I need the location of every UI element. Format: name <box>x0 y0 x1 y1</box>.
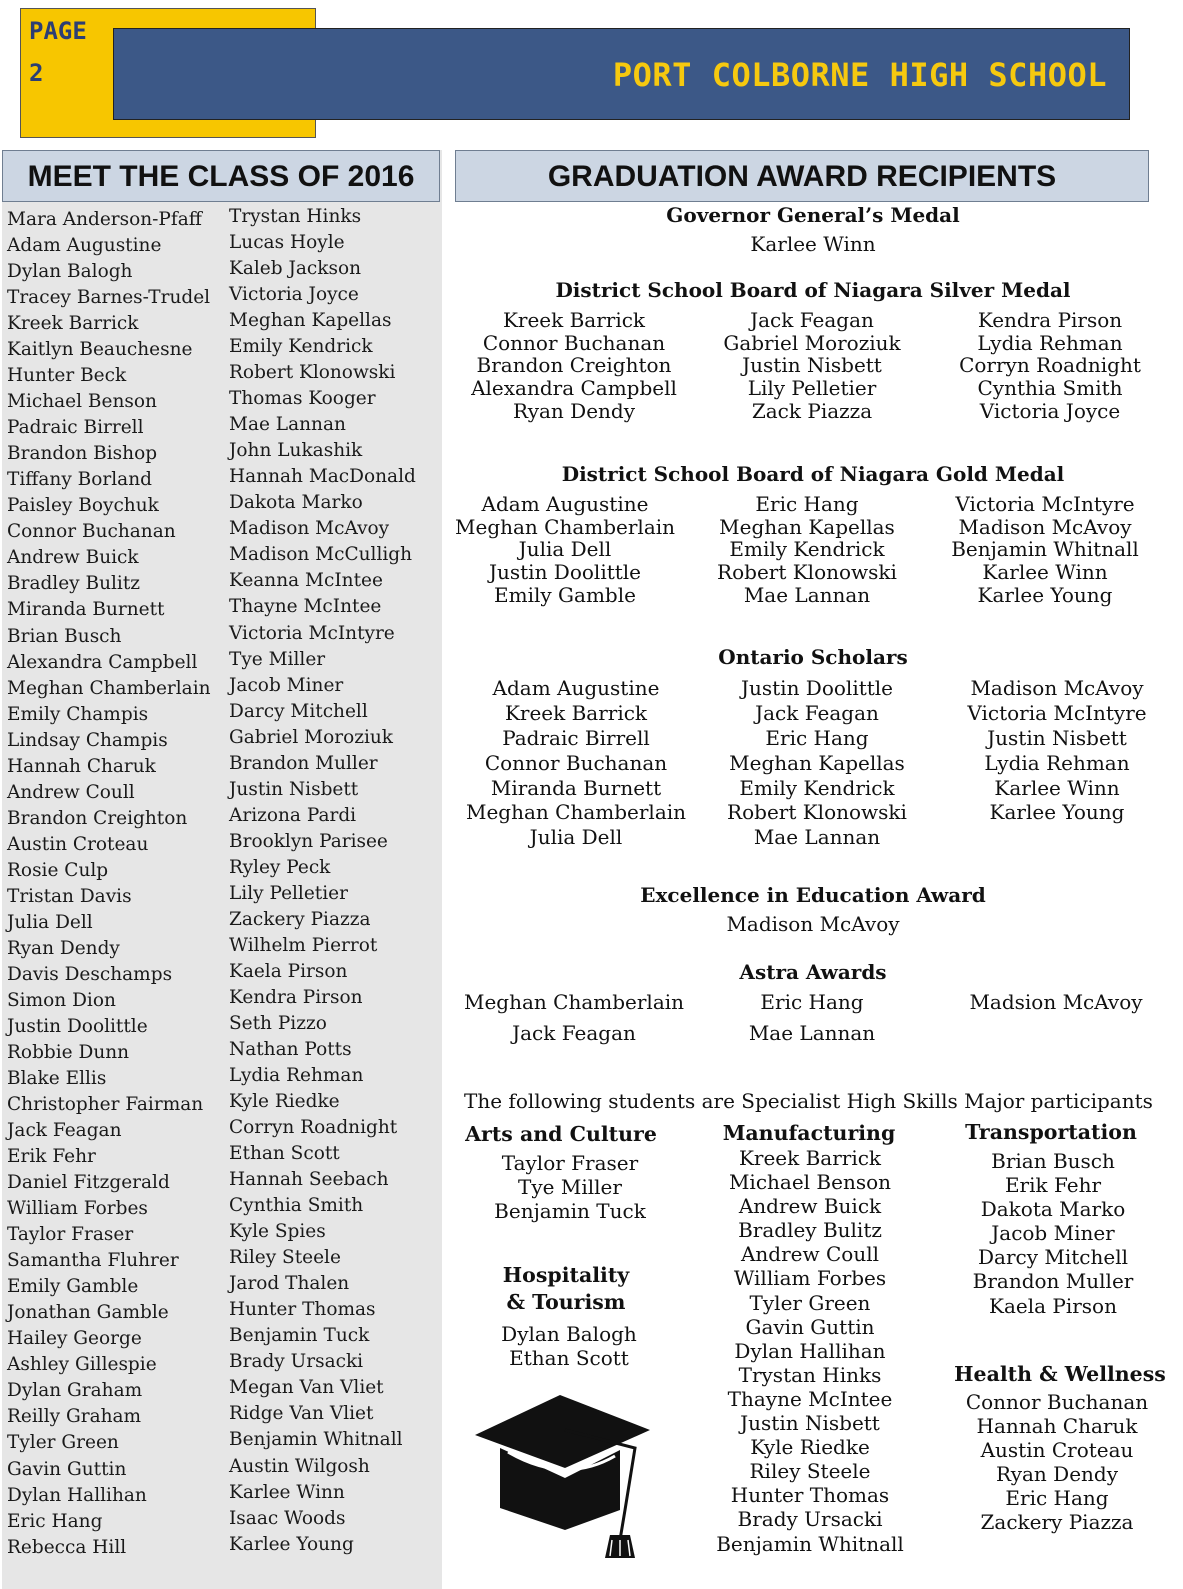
student-name: Isaac Woods <box>229 1507 346 1529</box>
student-name: Ridge Van Vliet <box>229 1403 374 1425</box>
shsm-participant: Ethan Scott <box>509 1346 629 1371</box>
page-label: PAGE <box>29 17 87 45</box>
shsm-participant: Kreek Barrick <box>738 1146 882 1170</box>
student-name: Dylan Balogh <box>7 261 133 283</box>
student-name: Blake Ellis <box>7 1068 107 1090</box>
ontario-scholar: Mae Lannan <box>753 825 881 850</box>
shsm-participant: Austin Croteau <box>980 1438 1134 1463</box>
arts-culture-list <box>455 1151 685 1223</box>
gold-medal-recipient: Justin Doolittle <box>488 560 642 585</box>
student-name: Karlee Young <box>229 1533 354 1555</box>
student-name: Brooklyn Parisee <box>229 830 388 852</box>
manufacturing-list <box>701 1146 919 1556</box>
ontario-scholar: Meghan Chamberlain <box>465 800 687 825</box>
silver-medal-column-1 <box>455 309 693 422</box>
student-name: Tye Miller <box>229 648 326 670</box>
student-name: Brandon Bishop <box>7 443 158 465</box>
student-name: Erik Fehr <box>7 1146 96 1168</box>
shsm-participant: Riley Steele <box>749 1459 871 1484</box>
student-name: Emily Champis <box>7 703 149 725</box>
ontario-scholars-column-2 <box>697 676 937 850</box>
student-name: Connor Buchanan <box>7 521 176 543</box>
ontario-scholar: Victoria McIntyre <box>967 700 1147 725</box>
excellence-recipient: Madison McAvoy <box>726 912 900 936</box>
gold-medal-recipient: Emily Gamble <box>494 582 636 607</box>
ontario-scholars-title: Ontario Scholars <box>718 645 908 669</box>
student-name: Tracey Barnes-Trudel <box>7 287 211 309</box>
gold-medal-recipient: Mae Lannan <box>743 582 871 607</box>
shsm-participant: Bradley Bulitz <box>738 1218 882 1243</box>
gold-medal-recipient: Adam Augustine <box>481 492 649 516</box>
health-wellness-title: Health & Wellness <box>954 1362 1166 1386</box>
health-wellness-list <box>945 1390 1169 1535</box>
silver-medal-recipient: Lydia Rehman <box>977 330 1123 355</box>
student-name: Andrew Coull <box>7 781 135 803</box>
student-name: Kyle Spies <box>229 1221 326 1243</box>
student-name: Tiffany Borland <box>7 469 152 491</box>
gold-medal-recipient: Karlee Winn <box>982 560 1108 585</box>
ontario-scholar: Miranda Burnett <box>490 775 662 800</box>
silver-medal-recipient: Ryan Dendy <box>512 398 636 423</box>
student-name: Bradley Bulitz <box>7 573 141 595</box>
ontario-scholar: Robert Klonowski <box>727 800 907 825</box>
shsm-participant: Hannah Charuk <box>976 1414 1138 1439</box>
astra-recipient: Jack Feagan <box>512 1021 636 1045</box>
shsm-participant: Tyler Green <box>749 1290 871 1315</box>
astra-recipient: Eric Hang <box>760 990 864 1014</box>
student-name: Austin Croteau <box>7 833 149 855</box>
ontario-scholar: Lydia Rehman <box>984 750 1130 775</box>
student-name: Corryn Roadnight <box>229 1117 398 1139</box>
governor-general-title: Governor General’s Medal <box>666 203 960 227</box>
shsm-participant: Justin Nisbett <box>740 1411 880 1436</box>
student-name: Kyle Riedke <box>229 1091 340 1113</box>
silver-medal-recipient: Justin Nisbett <box>742 353 882 378</box>
silver-medal-column-2 <box>693 309 931 422</box>
student-name: John Lukashik <box>229 440 363 462</box>
shsm-participant: Tye Miller <box>518 1175 622 1200</box>
gold-medal-recipient: Victoria McIntyre <box>955 492 1135 516</box>
school-banner <box>113 28 1130 120</box>
silver-medal-title: District School Board of Niagara Silver Medal <box>555 278 1071 302</box>
ontario-scholar: Emily Kendrick <box>739 775 895 800</box>
astra-title: Astra Awards <box>739 960 887 984</box>
gold-medal-column-1 <box>455 493 675 606</box>
ontario-scholar: Jack Feagan <box>755 700 879 725</box>
student-name: Benjamin Tuck <box>229 1325 370 1347</box>
student-name: Karlee Winn <box>229 1481 345 1503</box>
shsm-participant: Trystan Hinks <box>738 1362 882 1387</box>
student-name: Mara Anderson-Pfaff <box>7 209 202 230</box>
shsm-participant: Eric Hang <box>1005 1486 1109 1511</box>
shsm-participant: Darcy Mitchell <box>978 1245 1128 1270</box>
gold-medal-recipient: Julia Dell <box>518 537 612 562</box>
student-name: Reilly Graham <box>7 1406 142 1428</box>
gold-medal-column-3 <box>935 493 1155 606</box>
student-name: Hannah Charuk <box>7 755 156 777</box>
student-name: Brandon Muller <box>229 752 378 774</box>
student-name: Ashley Gillespie <box>7 1354 157 1376</box>
student-name: Meghan Chamberlain <box>7 677 211 699</box>
manufacturing-title: Manufacturing <box>722 1121 896 1145</box>
student-name: Brady Ursacki <box>229 1351 364 1373</box>
student-name: Hailey George <box>7 1328 142 1350</box>
shsm-participant: Benjamin Whitnall <box>716 1531 904 1556</box>
class-list-column-2 <box>229 204 416 1558</box>
shsm-participant: Taylor Fraser <box>501 1151 639 1175</box>
student-name: Hannah MacDonald <box>229 466 416 488</box>
astra-recipient: Mae Lannan <box>748 1021 876 1045</box>
shsm-participant: Hunter Thomas <box>730 1483 890 1508</box>
awards-section-title: GRADUATION AWARD RECIPIENTS <box>455 150 1149 202</box>
student-name: Cynthia Smith <box>229 1195 364 1217</box>
transportation-title: Transportation <box>965 1120 1137 1144</box>
student-name: Megan Van Vliet <box>229 1377 384 1399</box>
student-name: Wilhelm Pierrot <box>229 934 378 956</box>
gold-medal-recipient: Eric Hang <box>755 492 859 516</box>
silver-medal-column-3 <box>931 309 1169 422</box>
student-name: Lydia Rehman <box>229 1065 364 1087</box>
student-name: Adam Augustine <box>7 235 162 257</box>
gold-medal-recipient: Emily Kendrick <box>729 537 885 562</box>
student-name: Hunter Thomas <box>229 1299 376 1321</box>
student-name: Ryan Dendy <box>7 937 120 959</box>
silver-medal-recipient: Jack Feagan <box>750 308 874 332</box>
gold-medal-recipient: Karlee Young <box>977 582 1113 607</box>
student-name: Trystan Hinks <box>229 206 362 227</box>
student-name: Samantha Fluhrer <box>7 1250 179 1272</box>
shsm-participant: Michael Benson <box>728 1170 892 1195</box>
gold-medal-column-2 <box>697 493 917 606</box>
student-name: Seth Pizzo <box>229 1012 327 1034</box>
shsm-participant: Andrew Coull <box>740 1242 880 1267</box>
student-name: Justin Nisbett <box>229 778 359 800</box>
student-name: Gabriel Moroziuk <box>229 726 394 748</box>
student-name: Taylor Fraser <box>7 1224 134 1246</box>
silver-medal-recipient: Victoria Joyce <box>979 398 1121 423</box>
student-name: Ethan Scott <box>229 1143 340 1165</box>
silver-medal-recipient: Kendra Pirson <box>977 308 1123 332</box>
student-name: Madison McAvoy <box>229 518 390 540</box>
school-name: PORT COLBORNE HIGH SCHOOL <box>612 56 1107 94</box>
class-list-column-1 <box>7 207 211 1561</box>
shsm-participant: Dylan Balogh <box>501 1322 637 1346</box>
ontario-scholars-column-3 <box>937 676 1177 825</box>
ontario-scholar: Kreek Barrick <box>504 700 648 725</box>
student-name: Darcy Mitchell <box>229 700 368 722</box>
student-name: Kaela Pirson <box>229 960 348 982</box>
page-number: 2 <box>29 59 44 87</box>
student-name: Victoria Joyce <box>229 284 359 306</box>
hospitality-title-line1: Hospitality <box>502 1263 630 1287</box>
gold-medal-recipient: Madison McAvoy <box>958 514 1132 539</box>
governor-general-recipient: Karlee Winn <box>750 232 876 256</box>
ontario-scholar: Eric Hang <box>765 725 869 750</box>
silver-medal-recipient: Cynthia Smith <box>977 376 1123 401</box>
student-name: Kaleb Jackson <box>229 258 362 280</box>
gold-medal-recipient: Benjamin Whitnall <box>951 537 1139 562</box>
student-name: Dylan Graham <box>7 1380 143 1402</box>
gold-medal-recipient: Robert Klonowski <box>717 560 897 585</box>
graduation-cap-icon <box>470 1390 660 1560</box>
shsm-participant: Kyle Riedke <box>750 1435 870 1460</box>
student-name: Lucas Hoyle <box>229 232 345 254</box>
shsm-intro: The following students are Specialist High Skills Major participants <box>464 1089 1153 1113</box>
ontario-scholar: Karlee Winn <box>994 775 1120 800</box>
student-name: Michael Benson <box>7 391 157 413</box>
silver-medal-recipient: Zack Piazza <box>751 398 873 423</box>
shsm-participant: William Forbes <box>733 1266 887 1291</box>
student-name: Thayne McIntee <box>229 596 382 618</box>
ontario-scholar: Connor Buchanan <box>484 750 668 775</box>
student-name: William Forbes <box>7 1198 148 1220</box>
shsm-participant: Brandon Muller <box>972 1269 1134 1294</box>
transportation-list <box>943 1149 1163 1318</box>
shsm-participant: Brian Busch <box>991 1149 1115 1173</box>
ontario-scholar: Madison McAvoy <box>970 676 1144 700</box>
student-name: Kendra Pirson <box>229 986 363 1008</box>
student-name: Brian Busch <box>7 625 122 647</box>
student-name: Andrew Buick <box>7 547 139 569</box>
astra-recipient: Madsion McAvoy <box>969 990 1143 1014</box>
student-name: Eric Hang <box>7 1510 103 1532</box>
student-name: Robert Klonowski <box>229 362 396 384</box>
student-name: Ryley Peck <box>229 856 331 878</box>
student-name: Victoria McIntyre <box>229 622 395 644</box>
student-name: Tristan Davis <box>7 885 132 907</box>
student-name: Hunter Beck <box>7 365 127 387</box>
student-name: Madison McCulligh <box>229 544 413 566</box>
silver-medal-recipient: Brandon Creighton <box>476 353 672 378</box>
silver-medal-recipient: Kreek Barrick <box>502 308 646 332</box>
student-name: Zackery Piazza <box>229 908 371 930</box>
student-name: Kreek Barrick <box>7 313 139 335</box>
student-name: Nathan Potts <box>229 1039 352 1060</box>
student-name: Jack Feagan <box>7 1120 122 1142</box>
student-name: Emily Kendrick <box>229 336 373 358</box>
shsm-participant: Benjamin Tuck <box>494 1199 646 1224</box>
silver-medal-recipient: Alexandra Campbell <box>471 376 677 401</box>
student-name: Riley Steele <box>229 1247 341 1269</box>
hospitality-title-line2: & Tourism <box>506 1290 626 1314</box>
silver-medal-recipient: Connor Buchanan <box>482 330 666 355</box>
student-name: Keanna McIntee <box>229 570 383 592</box>
student-name: Simon Dion <box>7 989 116 1011</box>
ontario-scholar: Justin Nisbett <box>987 725 1127 750</box>
shsm-participant: Kaela Pirson <box>989 1293 1117 1318</box>
silver-medal-recipient: Corryn Roadnight <box>959 353 1141 378</box>
ontario-scholar: Julia Dell <box>529 825 623 850</box>
hospitality-list <box>455 1322 683 1370</box>
ontario-scholar: Adam Augustine <box>492 676 660 700</box>
shsm-participant: Gavin Guttin <box>745 1314 875 1339</box>
shsm-participant: Dylan Hallihan <box>734 1338 886 1363</box>
shsm-participant: Zackery Piazza <box>980 1510 1134 1535</box>
student-name: Alexandra Campbell <box>7 651 198 673</box>
student-name: Kaitlyn Beauchesne <box>7 339 193 361</box>
shsm-participant: Andrew Buick <box>738 1194 882 1219</box>
shsm-participant: Brady Ursacki <box>737 1507 883 1532</box>
shsm-participant: Dakota Marko <box>980 1197 1126 1222</box>
student-name: Thomas Kooger <box>229 388 376 410</box>
student-name: Justin Doolittle <box>7 1015 148 1037</box>
silver-medal-recipient: Gabriel Moroziuk <box>723 330 901 355</box>
student-name: Jonathan Gamble <box>7 1302 169 1324</box>
student-name: Emily Gamble <box>7 1276 139 1298</box>
shsm-participant: Ryan Dendy <box>995 1462 1119 1487</box>
student-name: Padraic Birrell <box>7 417 144 439</box>
arts-culture-title: Arts and Culture <box>465 1122 657 1146</box>
student-name: Brandon Creighton <box>7 807 188 829</box>
silver-medal-recipient: Lily Pelletier <box>747 376 877 401</box>
student-name: Mae Lannan <box>229 414 346 436</box>
student-name: Meghan Kapellas <box>229 310 392 332</box>
student-name: Benjamin Whitnall <box>229 1429 403 1451</box>
shsm-participant: Thayne McIntee <box>727 1386 893 1411</box>
astra-recipient: Meghan Chamberlain <box>463 990 685 1014</box>
ontario-scholar: Meghan Kapellas <box>729 750 905 775</box>
ontario-scholar: Justin Doolittle <box>740 676 894 700</box>
student-name: Gavin Guttin <box>7 1458 127 1480</box>
ontario-scholar: Padraic Birrell <box>502 725 650 750</box>
student-name: Robbie Dunn <box>7 1042 130 1063</box>
student-name: Julia Dell <box>7 911 93 933</box>
student-name: Jacob Miner <box>229 674 344 696</box>
gold-medal-recipient: Meghan Kapellas <box>719 514 895 539</box>
student-name: Christopher Fairman <box>7 1094 204 1116</box>
student-name: Daniel Fitzgerald <box>7 1172 170 1194</box>
shsm-participant: Erik Fehr <box>1004 1173 1102 1198</box>
student-name: Jarod Thalen <box>229 1273 350 1295</box>
student-name: Miranda Burnett <box>7 599 165 621</box>
student-name: Davis Deschamps <box>7 963 173 985</box>
shsm-participant: Connor Buchanan <box>965 1390 1149 1414</box>
student-name: Dylan Hallihan <box>7 1484 147 1506</box>
student-name: Dakota Marko <box>229 492 363 514</box>
ontario-scholar: Karlee Young <box>989 800 1125 825</box>
student-name: Arizona Pardi <box>229 804 357 826</box>
student-name: Lindsay Champis <box>7 729 168 751</box>
student-name: Rosie Culp <box>7 859 109 881</box>
shsm-participant: Jacob Miner <box>991 1221 1115 1246</box>
student-name: Lily Pelletier <box>229 882 348 904</box>
student-name: Hannah Seebach <box>229 1169 389 1191</box>
student-name: Austin Wilgosh <box>229 1455 370 1477</box>
student-name: Tyler Green <box>7 1432 119 1454</box>
ontario-scholars-column-1 <box>455 676 697 850</box>
excellence-title: Excellence in Education Award <box>640 883 986 907</box>
student-name: Rebecca Hill <box>7 1536 127 1558</box>
gold-medal-recipient: Meghan Chamberlain <box>455 514 676 539</box>
student-name: Paisley Boychuk <box>7 495 159 517</box>
gold-medal-title: District School Board of Niagara Gold Medal <box>561 462 1065 486</box>
class-section-title: MEET THE CLASS OF 2016 <box>2 150 440 202</box>
